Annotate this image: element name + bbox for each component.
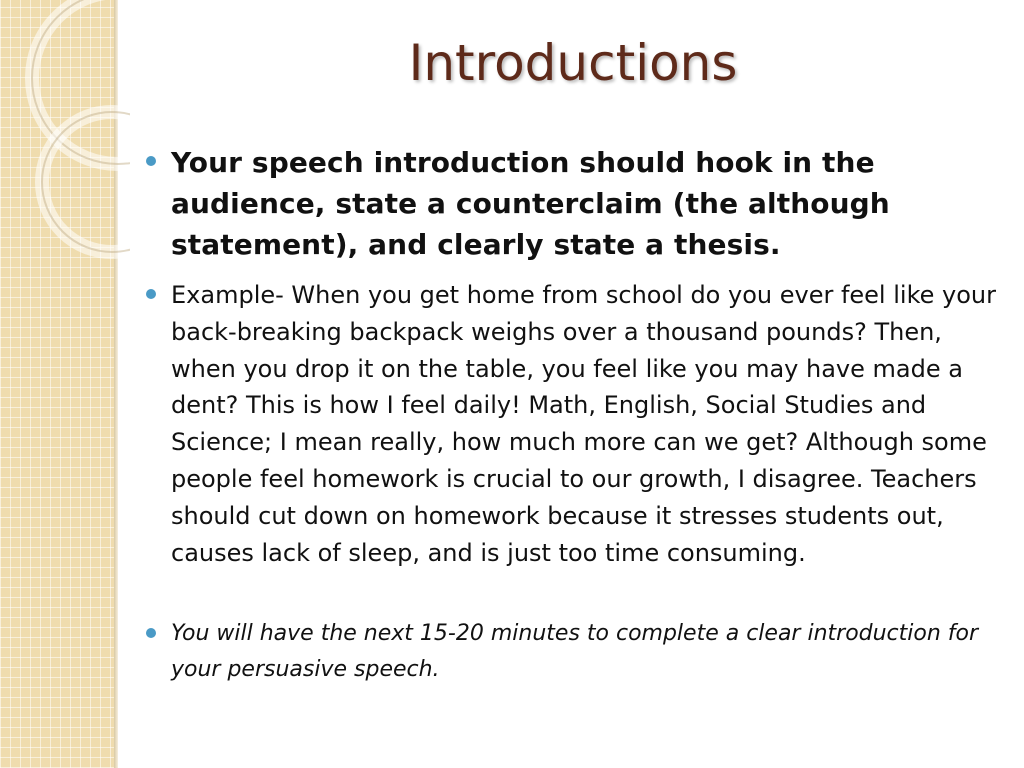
- bullet-dot-icon: [146, 289, 156, 299]
- bullet-text: Your speech introduction should hook in the audience, state a counterclaim (the although statement), and clearly state a thesis.: [171, 146, 890, 261]
- bullet-text: Example- When you get home from school do you ever feel like your back-breaking backpack weighs over a thousand pounds? Then, when you drop it on the table, you feel like you may have made a dent? This is how I feel daily! Math, English, Social Studies and Science; I mean really, how much more can we get? Although some people feel homework is crucial to our growth, I disagree. Teachers should cut down on homework because it stresses students out, causes lack of sleep, and is just too time consuming.: [171, 281, 996, 567]
- bullet-item: [141, 277, 1007, 571]
- bullet-item: [141, 616, 1007, 688]
- bullet-item: [141, 142, 1007, 265]
- bullet-dot-icon: [146, 156, 156, 166]
- bullet-text: You will have the next 15-20 minutes to complete a clear introduction for your persuasive speech.: [171, 621, 979, 683]
- decorative-rings: [0, 0, 130, 260]
- slide-title: Introductions: [408, 34, 738, 92]
- bullet-dot-icon: [146, 628, 156, 638]
- bullet-list: [141, 142, 1007, 688]
